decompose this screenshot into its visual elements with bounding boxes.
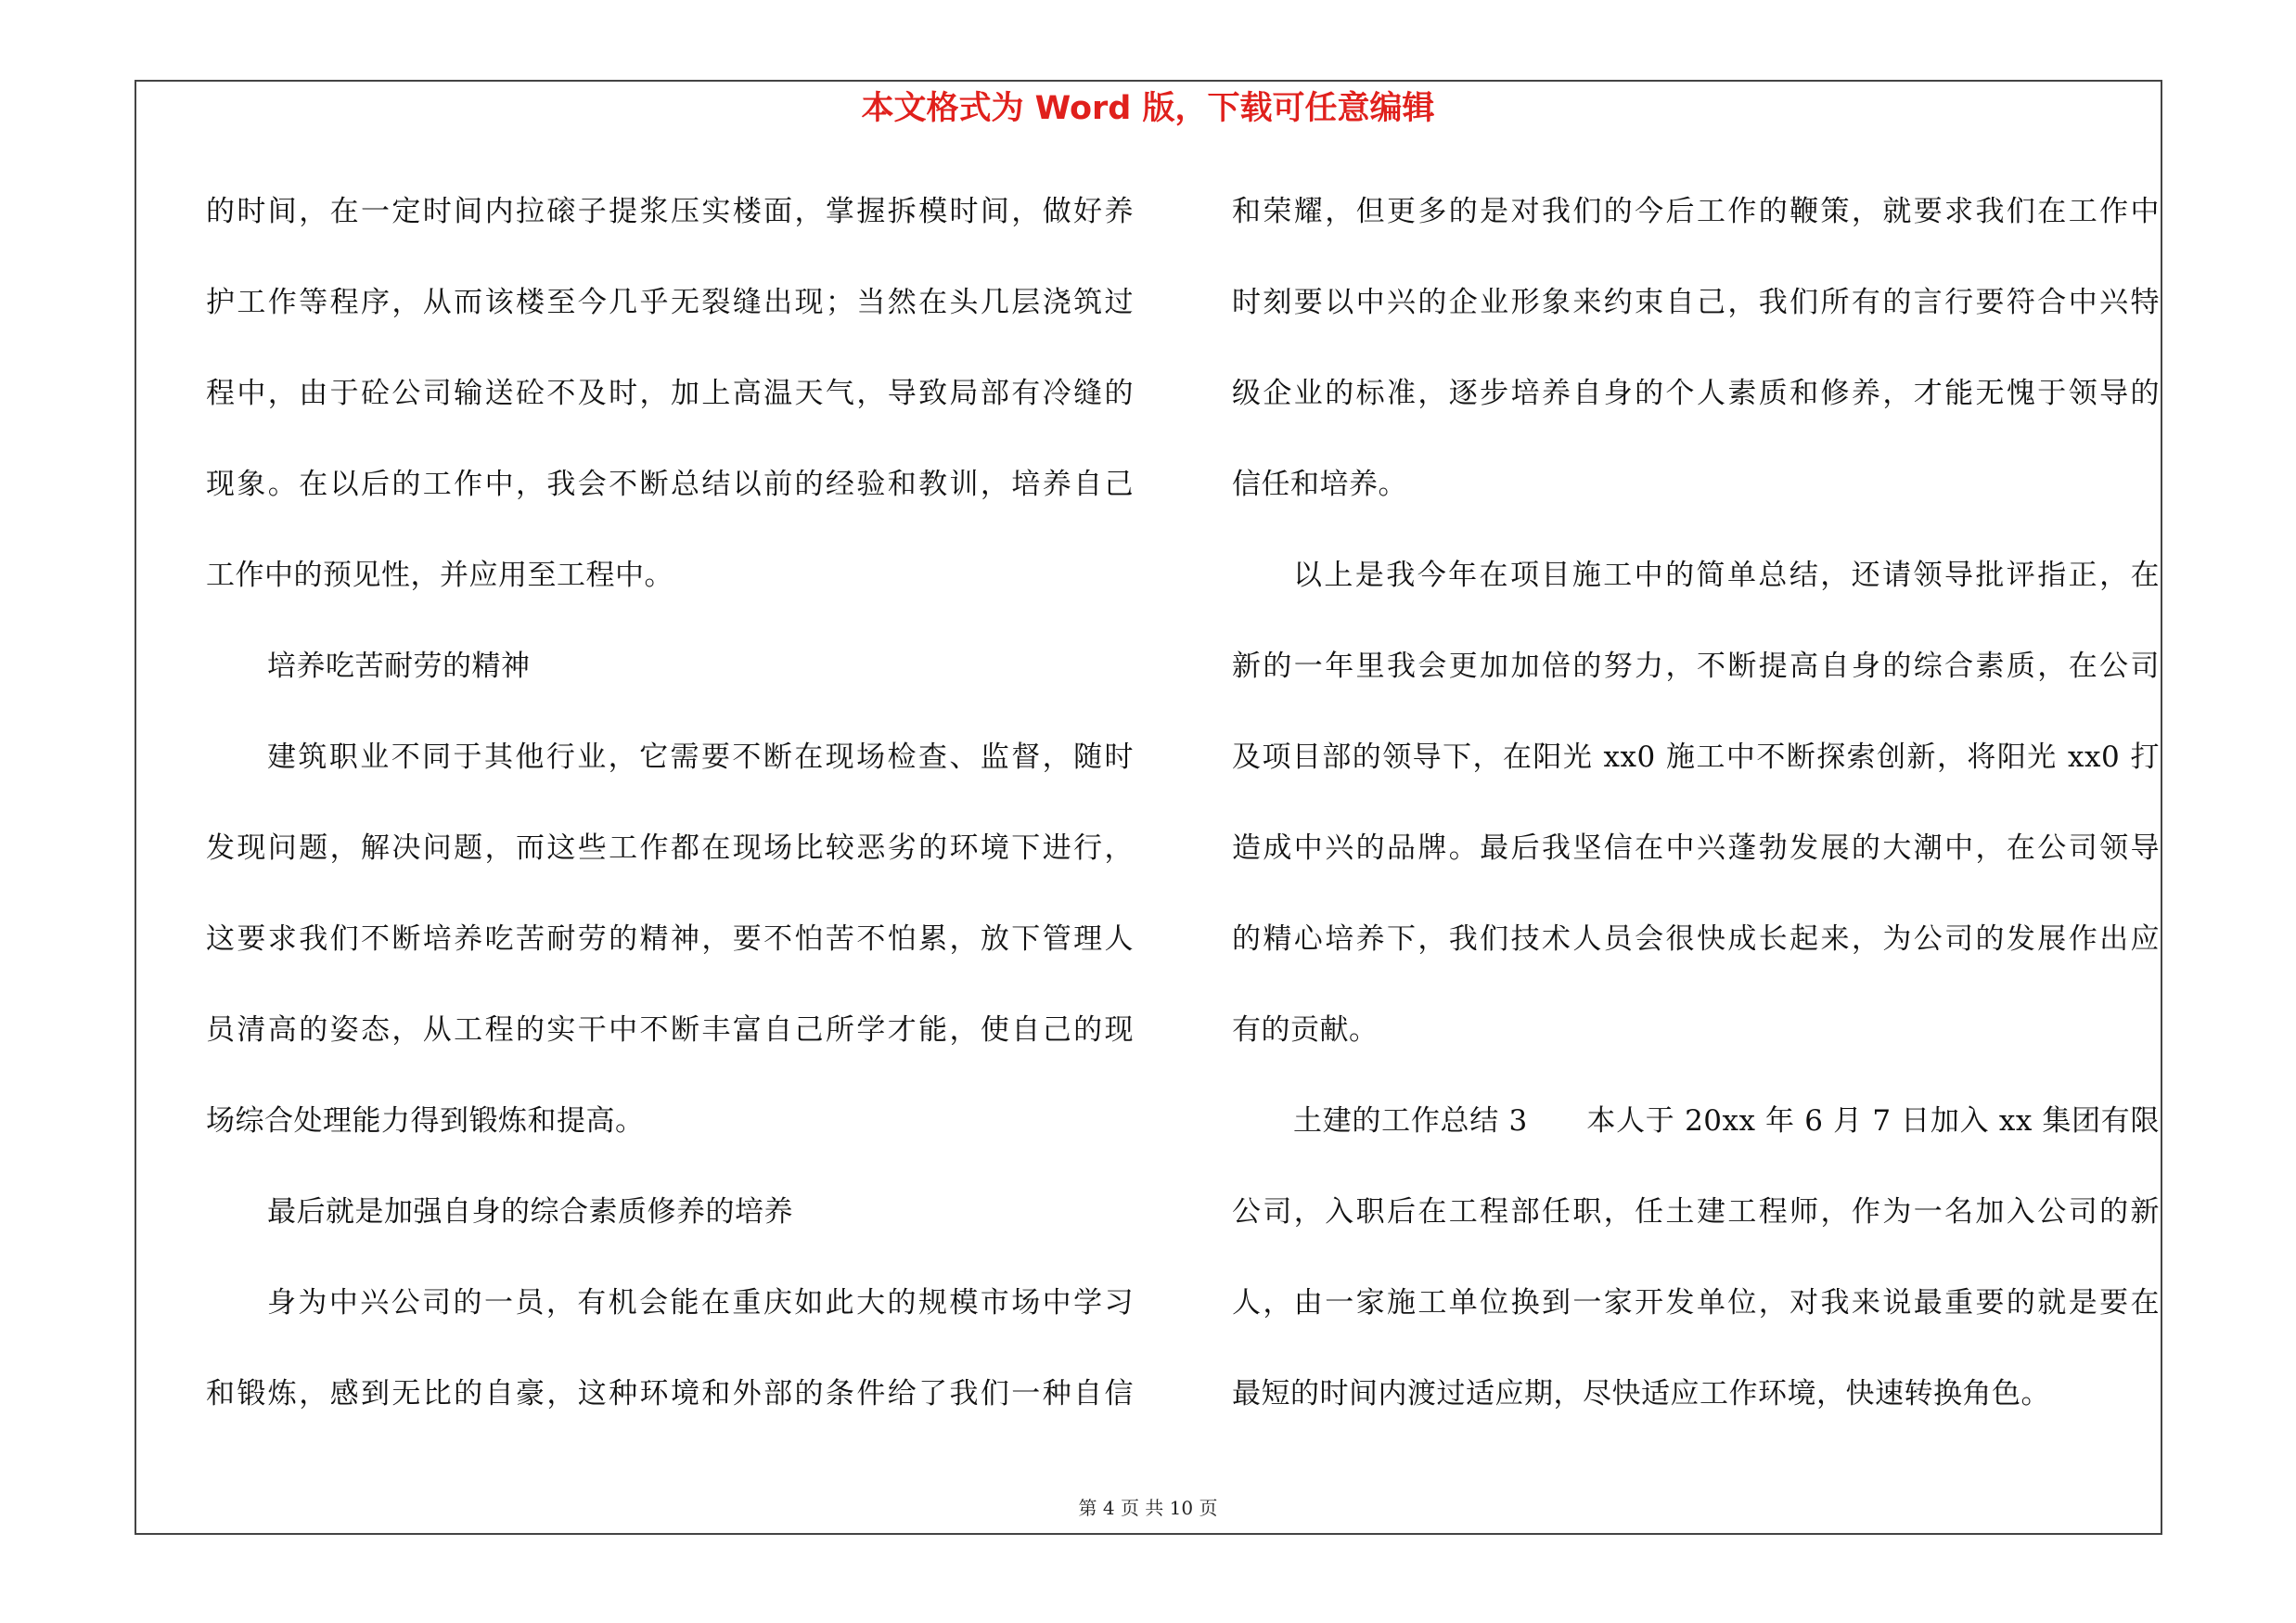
text-line: 和荣耀，但更多的是对我们的今后工作的鞭策，就要求我们在工作中 xyxy=(1232,195,2160,228)
text-line: 级企业的标准，逐步培养自身的个人素质和修养，才能无愧于领导的 xyxy=(1232,377,2160,410)
text-line: 以上是我今年在项目施工中的简单总结，还请领导批评指正，在 xyxy=(1293,559,2160,592)
right-column xyxy=(1232,183,2160,1456)
text-line: 建筑职业不同于其他行业，它需要不断在现场检查、监督，随时 xyxy=(267,741,1134,774)
text-line: 现象。在以后的工作中，我会不断总结以前的经验和教训，培养自己 xyxy=(206,468,1134,501)
text-line: 最短的时间内渡过适应期，尽快适应工作环境，快速转换角色。 xyxy=(1232,1377,2050,1410)
page-number-footer: 第 4 页 共 10 页 xyxy=(1078,1497,1218,1519)
text-line: 工作中的预见性，并应用至工程中。 xyxy=(206,559,673,592)
format-notice-banner: 本文格式为 Word 版，下载可任意编辑 xyxy=(861,90,1435,127)
text-line: 和锻炼，感到无比的自豪，这种环境和外部的条件给了我们一种自信 xyxy=(206,1377,1134,1410)
text-line: 信任和培养。 xyxy=(1232,468,1407,501)
text-line: 场综合处理能力得到锻炼和提高。 xyxy=(206,1104,645,1138)
text-line: 的精心培养下，我们技术人员会很快成长起来，为公司的发展作出应 xyxy=(1232,922,2160,956)
text-line: 有的贡献。 xyxy=(1232,1013,1379,1047)
text-line: 程中，由于砼公司输送砼不及时，加上高温天气，导致局部有冷缝的 xyxy=(206,377,1134,410)
text-line: 新的一年里我会更加加倍的努力，不断提高自身的综合素质，在公司 xyxy=(1232,650,2160,683)
text-line: 员清高的姿态，从工程的实干中不断丰富自己所学才能，使自己的现 xyxy=(206,1013,1134,1047)
text-line: 发现问题，解决问题，而这些工作都在现场比较恶劣的环境下进行， xyxy=(206,831,1134,865)
text-line: 护工作等程序，从而该楼至今几乎无裂缝出现；当然在头几层浇筑过 xyxy=(206,286,1134,319)
text-line: 造成中兴的品牌。最后我坚信在中兴蓬勃发展的大潮中，在公司领导 xyxy=(1232,831,2160,865)
text-line: 及项目部的领导下，在阳光 xx0 施工中不断探索创新，将阳光 xx0 打 xyxy=(1232,741,2160,774)
text-line: 这要求我们不断培养吃苦耐劳的精神，要不怕苦不怕累，放下管理人 xyxy=(206,922,1134,956)
section-title-line: 土建的工作总结 3 本人于 20xx 年 6 月 7 日加入 xx 集团有限 xyxy=(1293,1104,2160,1138)
left-column xyxy=(206,183,1134,1456)
text-line: 时刻要以中兴的企业形象来约束自己，我们所有的言行要符合中兴特 xyxy=(1232,286,2160,319)
section-heading: 培养吃苦耐劳的精神 xyxy=(267,650,531,683)
text-line: 公司，入职后在工程部任职，任土建工程师，作为一名加入公司的新 xyxy=(1232,1195,2160,1229)
section-heading: 最后就是加强自身的综合素质修养的培养 xyxy=(267,1195,793,1229)
text-line: 人，由一家施工单位换到一家开发单位，对我来说最重要的就是要在 xyxy=(1232,1286,2160,1320)
text-line: 身为中兴公司的一员，有机会能在重庆如此大的规模市场中学习 xyxy=(267,1286,1134,1320)
text-line: 的时间，在一定时间内拉磙子提浆压实楼面，掌握拆模时间，做好养 xyxy=(206,195,1134,228)
